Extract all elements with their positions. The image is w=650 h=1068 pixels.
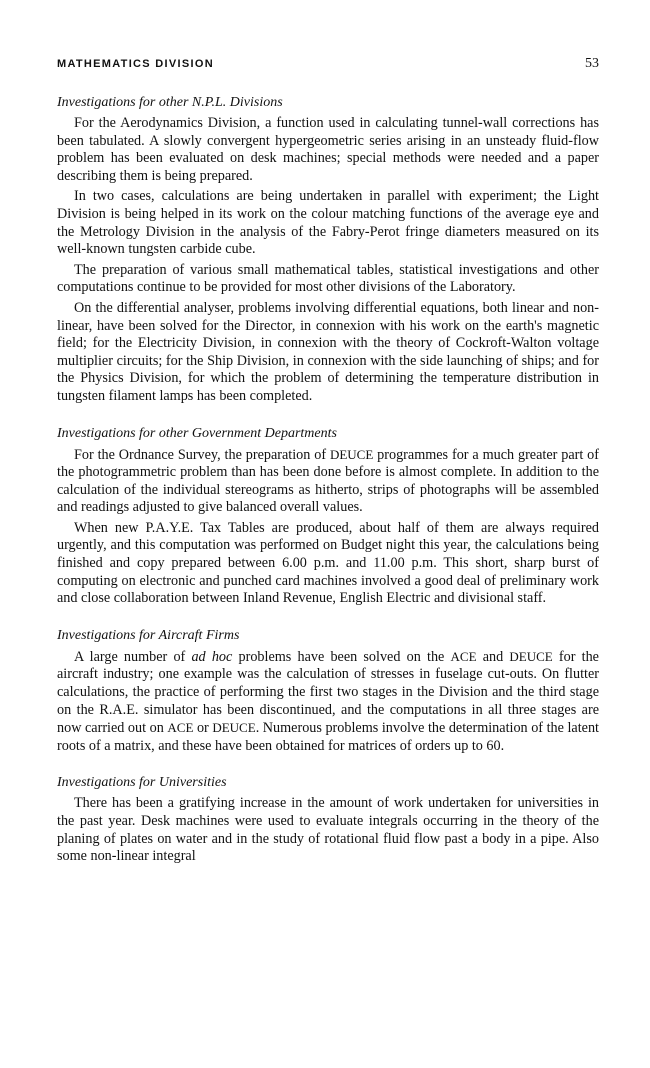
running-header — [57, 56, 599, 72]
section-aircraft-firms — [57, 627, 599, 756]
text-run: or — [193, 720, 213, 737]
paragraph: For the Aerodynamics Division, a function used in calculating tunnel-wall corrections has been tabulated. A slowly convergent hypergeometric series arising in an unsteady fluid-flow problem has been evaluated on desk machines; special methods were needed and a paper describing them is being prepared. — [57, 115, 599, 184]
small-caps-term: DEUCE — [212, 720, 256, 736]
text-run: programmes for a much greater part of the photogrammetric problem than has been done before is almost complete. In addition to the calculation of the individual stereograms as hitherto, strips of photographs will be assembled and readings adjusted to give balanced overall values. — [57, 446, 599, 516]
section-government-departments — [57, 425, 599, 608]
section-heading: Investigations for Universities — [57, 775, 227, 791]
page-number: 53 — [585, 56, 599, 71]
paragraph: When new P.A.Y.E. Tax Tables are produced, about half of them are always required urgently, and this computation was performed on Budget night this year, the calculations being finished and copy prepared between 6.00 p.m. and 11.00 p.m. This short, sharp burst of computing on electronic and punched card machines involved a good deal of preliminary work and close collaboration between Inland Revenue, English Electric and divisional staff. — [57, 519, 599, 607]
text-run: . Numerous problems involve the determination of the latent roots of a matrix, and these have been obtained for matrices of orders up to 60. — [57, 720, 599, 754]
section-heading: Investigations for other N.P.L. Divisions — [57, 95, 283, 110]
running-title: MATHEMATICS DIVISION — [57, 58, 214, 70]
paragraph — [57, 446, 599, 517]
small-caps-term: DEUCE — [329, 446, 374, 462]
body-text — [57, 94, 599, 866]
section-heading: Investigations for other Government Departments — [57, 425, 337, 441]
paragraph — [57, 648, 599, 756]
text-run: and — [476, 648, 510, 665]
text-run: for the aircraft industry; one example was the calculation of stresses in fuselage cut-outs. On flutter calculations, the practice of performing the first two stages in the Division and the third stage on the R.A.E. simulator has been discontinued, and the computations in all three stages are now carried out on — [57, 648, 599, 737]
text-run: problems have been solved on the — [232, 648, 451, 665]
paragraph: There has been a gratifying increase in the amount of work undertaken for universities in the past year. Desk machines were used to evaluate integrals occurring in the theory of the planing of plates on water and in the study of rotational fluid flow past a body in a pipe. Also some non-linear integral — [57, 795, 599, 865]
paragraph: The preparation of various small mathematical tables, statistical investigations and other computations continue to be provided for most other divisions of the Laboratory. — [57, 261, 599, 296]
section-npl-divisions — [57, 94, 599, 406]
text-run: For the Ordnance Survey, the preparation of — [74, 446, 330, 463]
section-universities — [57, 774, 599, 865]
paragraph: In two cases, calculations are being undertaken in parallel with experiment; the Light Division is being helped in its work on the colour matching functions of the average eye and the Metrology Division in the analysis of the Fabry-Perot fringe diameters measured on its well-known tungsten carbide cube. — [57, 188, 599, 258]
text-run: A large number of — [74, 648, 192, 665]
small-caps-term: ACE — [450, 648, 477, 664]
italic-term: ad hoc — [191, 648, 233, 665]
small-caps-term: DEUCE — [509, 648, 553, 664]
section-heading: Investigations for Aircraft Firms — [57, 627, 240, 643]
small-caps-term: ACE — [167, 720, 194, 736]
paragraph: On the differential analyser, problems involving differential equations, both linear and non-linear, have been solved for the Director, in connexion with his work on the earth's magnetic field; for the Electricity Division, in connexion with the theory of Cockroft-Walton voltage multiplier circuits; for the Ship Division, in connexion with the side launching of ships; and for the Physics Division, for which the problem of determining the temperature distribution in tungsten filament lamps has been completed. — [57, 299, 599, 404]
